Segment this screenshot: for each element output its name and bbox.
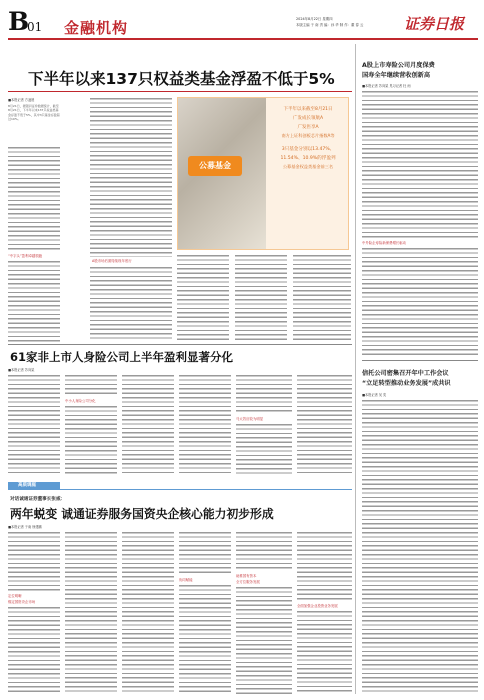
middle-col-5a <box>236 374 292 414</box>
right-text-1 <box>362 90 478 238</box>
right-title-2: 国寿全年继续营收创新高 <box>362 72 431 79</box>
lead-title: 下半年以来137只权益类基金浮盈不低于5% <box>28 70 335 88</box>
promo-line-6: 11.54%、10.9%的浮盈列 <box>280 156 336 161</box>
bottom-col-1a <box>8 531 60 591</box>
bottom-subhead-1: 定位明晰 <box>8 594 22 598</box>
bottom-subhead-4: 全面加强企业投资业务发展 <box>297 604 338 608</box>
bottom-subhead-5: 助推国有资本 <box>236 574 257 578</box>
right-text-2 <box>362 247 478 357</box>
banner-label: 高质调庭 <box>8 482 60 490</box>
lead-col-2 <box>90 97 172 257</box>
right-rule <box>362 360 478 361</box>
right-subhead: 中外险企寿险新保费增长驱动 <box>362 241 407 245</box>
promo-badge: 公募基金 <box>188 156 242 176</box>
lead-col-4 <box>235 254 287 340</box>
middle-col-5b <box>236 423 292 476</box>
bottom-col-6a <box>297 531 352 601</box>
promo-line-1: 下半年以来截至8月21日 <box>283 107 333 112</box>
right-headline-2-line-2: “立足转型推动业务发展”成共识 <box>362 380 451 387</box>
right-byline: ■本报记者 苏向杲 见习记者 杜 雨 <box>362 84 411 88</box>
bottom-subhead-3: 协同赋能 <box>179 578 193 582</box>
right-headline-2-line-1: 信托公司密集召开年中工作会议 <box>362 370 449 377</box>
bottom-col-5a <box>236 531 292 571</box>
page-number: 01 <box>27 20 43 34</box>
bottom-col-3 <box>122 531 174 694</box>
right-text-3 <box>362 399 478 694</box>
lead-col-3 <box>177 254 229 340</box>
right-byline-2: ■本报记者 吴 奕 <box>362 393 387 397</box>
lead-col-2b <box>90 266 172 340</box>
middle-rule-top <box>8 344 352 345</box>
middle-byline: ■本报记者 苏向杲 <box>8 368 35 372</box>
lead-byline: ■本报记者 方凌晨 <box>8 98 35 102</box>
brand-logo: 证券日报 <box>404 15 465 33</box>
bottom-col-5b <box>236 586 292 694</box>
right-title-1: A股上市寿险公司月度保费 <box>362 62 435 69</box>
section-name: 金融机构 <box>64 19 129 37</box>
lead-subhead-2: A股市场后面待续现年底行 <box>92 259 132 263</box>
bottom-col-1b <box>8 606 60 694</box>
bottom-title: 两年蜕变 诚通证券服务国资央企核心能力初步形成 <box>10 507 274 521</box>
promo-line-4: 南方上证科创板芯片指数A等 <box>281 133 335 138</box>
bottom-byline: ■本报记者 于南 徐建鹏 <box>8 525 42 529</box>
bottom-col-4a <box>179 531 231 575</box>
middle-subhead-1: 中小人身险公司分化 <box>65 399 96 403</box>
lead-col-5 <box>293 254 351 340</box>
middle-subhead-3: 马太效应较为明显 <box>236 417 264 421</box>
bottom-subhead-2: 锚定国资央企市场 <box>8 600 36 604</box>
middle-col-6 <box>297 374 352 476</box>
masthead <box>8 5 478 39</box>
promo-line-2: 广发成长领航A <box>292 116 324 121</box>
middle-col-2b <box>65 405 117 476</box>
promo-line-7: 公募基金权益类基金前三名 <box>282 164 334 169</box>
bottom-subhead-6: 全方位服务发展 <box>236 580 260 584</box>
lead-subhead-1: “中字头”盈利卓越领跑 <box>8 254 43 258</box>
masthead-rule <box>8 38 478 40</box>
page-code: B <box>8 7 30 36</box>
promo-line-3: 广发医享A <box>297 125 319 130</box>
promo-graphic <box>177 97 349 250</box>
bottom-col-4b <box>179 584 231 694</box>
lead-title-rule <box>8 91 352 92</box>
date-line: 2024年8月22日 星期四 <box>296 17 333 21</box>
lead-intro: 8月21日，据银河证券数据统计，截至8月21日，下半年以来137只权益类基金浮盈不低于5%，其中3只基金浮盈超过10%。 <box>8 104 60 122</box>
bottom-col-6b <box>297 610 352 694</box>
middle-col-4 <box>179 374 231 476</box>
editors-line: 本版主编 于 南 责 编：孙 华 制 作：董 春 云 <box>296 23 364 27</box>
section-banner <box>8 482 352 490</box>
bottom-col-2 <box>65 531 117 694</box>
promo-line-5: 3只基金分别以13.47%、 <box>281 147 335 152</box>
middle-col-3 <box>122 374 174 476</box>
lead-col-1 <box>8 104 60 340</box>
bottom-kicker: 对话诚通证券董事长张威： <box>10 497 66 502</box>
lead-title-band <box>8 62 352 90</box>
middle-col-1 <box>8 374 60 476</box>
lead-text-block <box>8 146 60 250</box>
lead-text-block <box>8 260 60 342</box>
middle-col-2a <box>65 374 117 396</box>
middle-title: 61家非上市人身险公司上半年盈利显著分化 <box>10 350 234 364</box>
column-divider <box>355 44 356 694</box>
